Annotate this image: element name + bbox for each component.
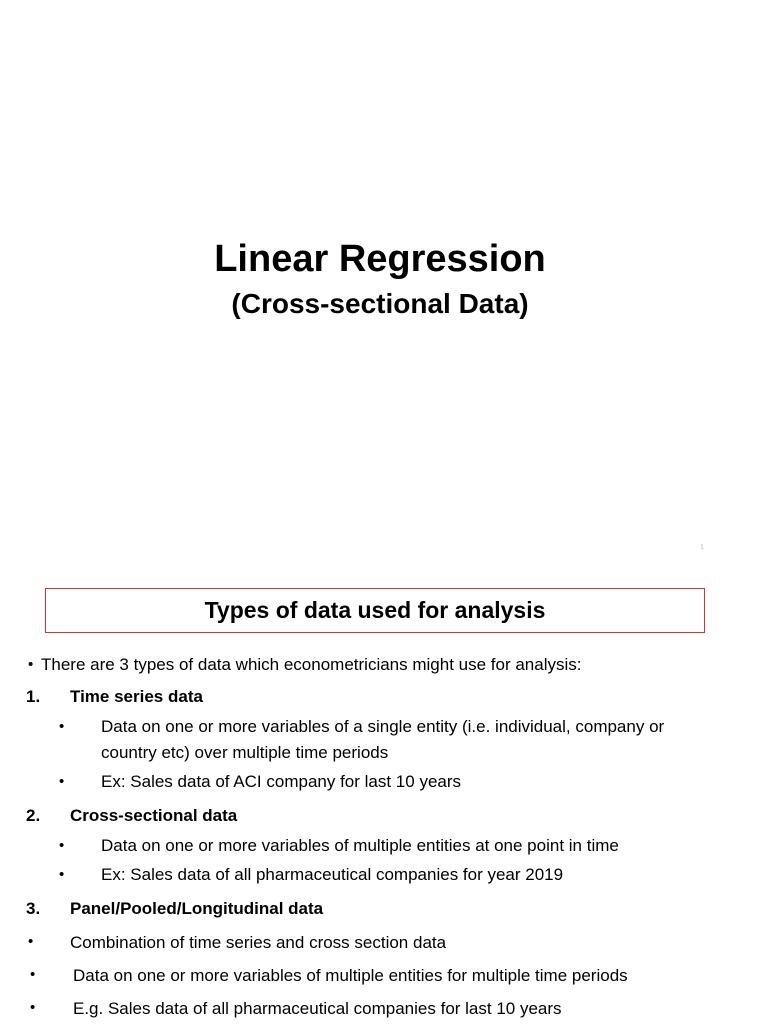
bullet-mark: • <box>59 866 65 883</box>
bullet-mark: • <box>28 933 34 950</box>
bullet-mark: • <box>59 718 65 735</box>
bullet-mark: • <box>30 966 36 983</box>
bullet-text: Data on one or more variables of a single entity (i.e. individual, company or <box>101 717 665 736</box>
bullet-mark: • <box>59 837 65 854</box>
bullet-text: country etc) over multiple time periods <box>101 743 389 762</box>
slide-subtitle: (Cross-sectional Data) <box>231 288 529 319</box>
bullet-text: E.g. Sales data of all pharmaceutical companies for last 10 years <box>73 999 562 1018</box>
bullet-text: Ex: Sales data of all pharmaceutical companies for year 2019 <box>101 865 564 884</box>
intro-text: There are 3 types of data which econometricians might use for analysis: <box>41 655 582 674</box>
bullet-text: Combination of time series and cross section data <box>70 933 447 952</box>
section-number: 3. <box>26 899 41 918</box>
bullet-text: Ex: Sales data of ACI company for last 10 years <box>101 772 462 791</box>
intro-bullet-mark: • <box>28 656 34 673</box>
section-title: Time series data <box>70 687 203 706</box>
section-number: 2. <box>26 806 41 825</box>
section-title: Cross-sectional data <box>70 806 238 825</box>
bullet-mark: • <box>30 999 36 1016</box>
bullet-text: Data on one or more variables of multiple entities for multiple time periods <box>73 966 628 985</box>
page-number: 1 <box>700 544 704 551</box>
section-number: 1. <box>26 687 41 706</box>
slide-heading: Types of data used for analysis <box>45 588 705 633</box>
bullet-mark: • <box>59 773 65 790</box>
slide-title: Linear Regression <box>214 238 546 280</box>
section-title: Panel/Pooled/Longitudinal data <box>70 899 324 918</box>
content-slide <box>0 576 768 1024</box>
bullet-text: Data on one or more variables of multiple entities at one point in time <box>101 836 619 855</box>
